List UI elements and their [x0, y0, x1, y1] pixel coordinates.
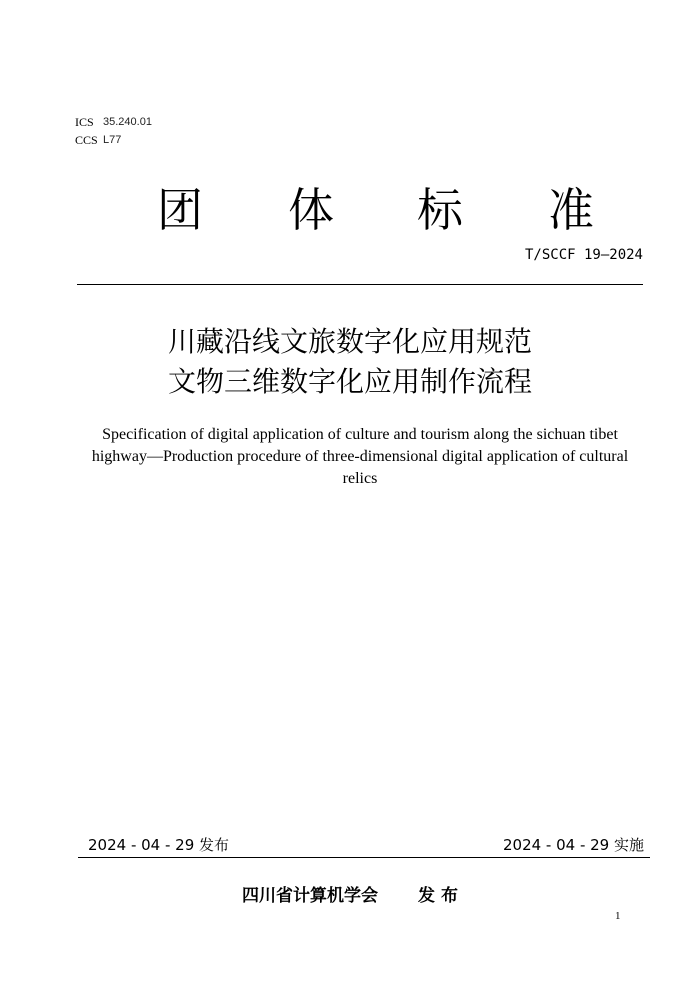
publisher-name: 四川省计算机学会 [242, 886, 379, 906]
chinese-title-line-2: 文物三维数字化应用制作流程 [167, 365, 532, 398]
dates-row [88, 834, 644, 856]
publisher-action: 发 布 [418, 886, 458, 906]
publish-date: 2024 - 04 - 29 发布 [88, 836, 230, 854]
chinese-title-line-1: 川藏沿线文旅数字化应用规范 [167, 325, 532, 358]
standard-type-char: 团 [157, 183, 203, 237]
ccs-row [75, 131, 152, 149]
standard-type-char: 标 [417, 183, 463, 237]
page-number: 1 [615, 910, 621, 922]
ccs-label: CCS [75, 133, 98, 147]
standard-number: T/SCCF 19—2024 [524, 247, 643, 263]
standard-type-title [0, 180, 700, 240]
classification-codes [75, 113, 152, 149]
english-title: Specification of digital application of culture and tourism along the sichuan tibet highway—Production procedure of three-dimensional digital application of cultural relics [91, 426, 629, 487]
standard-type-char: 体 [288, 183, 334, 237]
standard-type-char: 准 [548, 183, 594, 237]
ics-value: 35.240.01 [103, 116, 152, 128]
publisher-line [0, 884, 700, 908]
ics-label: ICS [75, 115, 94, 129]
implement-date: 2024 - 04 - 29 实施 [502, 836, 644, 854]
ics-row [75, 113, 152, 131]
footer-divider [78, 857, 650, 858]
header-divider [77, 284, 643, 285]
chinese-title [0, 322, 700, 402]
ccs-value: L77 [103, 134, 122, 146]
